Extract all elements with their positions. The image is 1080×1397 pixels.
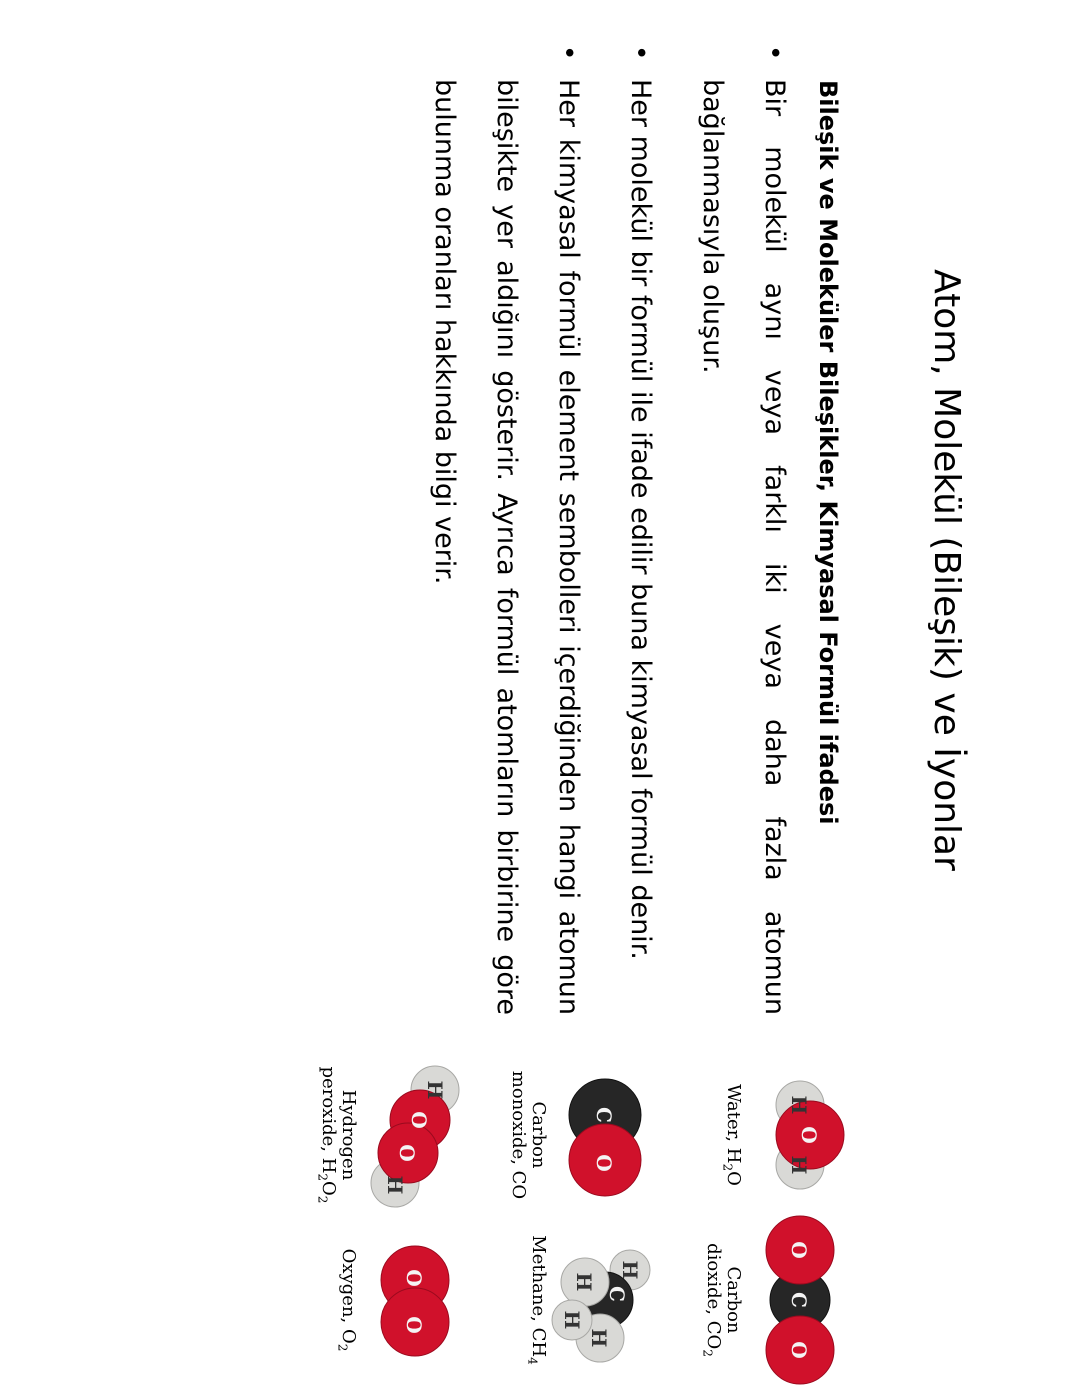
molecule-caption: Methane, $CH_4$ xyxy=(525,1235,549,1365)
oxygen-model-icon xyxy=(360,1210,470,1390)
atom-label: O xyxy=(592,1154,616,1172)
bullet-text: Her molekül bir formül ile ifade edilir buna kimyasal formül denir. xyxy=(625,79,656,960)
atom-label: H xyxy=(787,1095,811,1115)
molecule-caption: Hydrogen peroxide, $H_2O_2$ xyxy=(315,1066,359,1204)
bullet-item xyxy=(681,45,805,1015)
atom-label: H xyxy=(587,1328,611,1348)
bullet-dot: • xyxy=(553,45,583,61)
bullet-dot: • xyxy=(759,45,789,61)
bullet-item xyxy=(413,45,599,1015)
molecule-caption: Carbon dioxide, $CO_2$ xyxy=(700,1243,744,1357)
molecule-caption: Oxygen, $O_2$ xyxy=(335,1248,359,1352)
atom-label: C xyxy=(787,1292,811,1308)
atom-label: H xyxy=(787,1155,811,1175)
carbon-monoxide-model-icon xyxy=(550,1045,660,1225)
atom-label: C xyxy=(592,1107,616,1123)
atom-label: O xyxy=(797,1126,821,1144)
methane-model-icon xyxy=(550,1210,660,1390)
atom-label: H xyxy=(572,1272,596,1292)
atom-label: O xyxy=(787,1341,811,1359)
atom-label: O xyxy=(787,1241,811,1259)
water-model-icon xyxy=(745,1045,855,1225)
molecule-methane xyxy=(510,1210,660,1390)
bullet-text: Bir molekül aynı veya farklı iki veya daha fazla atomun bağlanmasıyla oluşur. xyxy=(697,79,790,1015)
slide-title: Atom, Molekül (Bileşik) ve İyonlar xyxy=(926,269,967,871)
atom-label: H xyxy=(383,1175,407,1195)
carbon-dioxide-model-icon xyxy=(745,1210,855,1390)
bullet-dot: • xyxy=(625,45,655,61)
hydrogen-peroxide-model-icon xyxy=(360,1045,470,1225)
molecule-hydrogen-peroxide xyxy=(315,1045,470,1225)
atom-label: O xyxy=(402,1316,426,1334)
atom-label: H xyxy=(618,1260,642,1280)
molecule-carbon-dioxide xyxy=(700,1210,855,1390)
atom-label: O xyxy=(407,1111,431,1129)
atom-label: C xyxy=(605,1286,629,1302)
atom-label: O xyxy=(402,1269,426,1287)
molecule-water xyxy=(705,1045,855,1225)
bullet-text: Her kimyasal formül element sembolleri içerdiğinden hangi atomun bileşikte yer aldığını gösterir. Ayrıca formül atomların birbirine göre bulunma oranları hakkında bilgi verir. xyxy=(429,79,584,1015)
section-heading: Bileşik ve Moleküler Bileşikler, Kimyasal Formül ifadesi xyxy=(814,80,842,825)
molecule-oxygen xyxy=(320,1210,470,1390)
molecule-caption: Water, $H_2O$ xyxy=(720,1084,744,1186)
bullet-list xyxy=(413,45,805,1015)
molecule-carbon-monoxide xyxy=(510,1045,660,1225)
bullet-item xyxy=(609,45,671,1015)
atom-label: H xyxy=(560,1310,584,1330)
atom-label: H xyxy=(423,1080,447,1100)
molecule-caption: Carbon monoxide, CO xyxy=(508,1070,549,1200)
atom-label: O xyxy=(395,1144,419,1162)
